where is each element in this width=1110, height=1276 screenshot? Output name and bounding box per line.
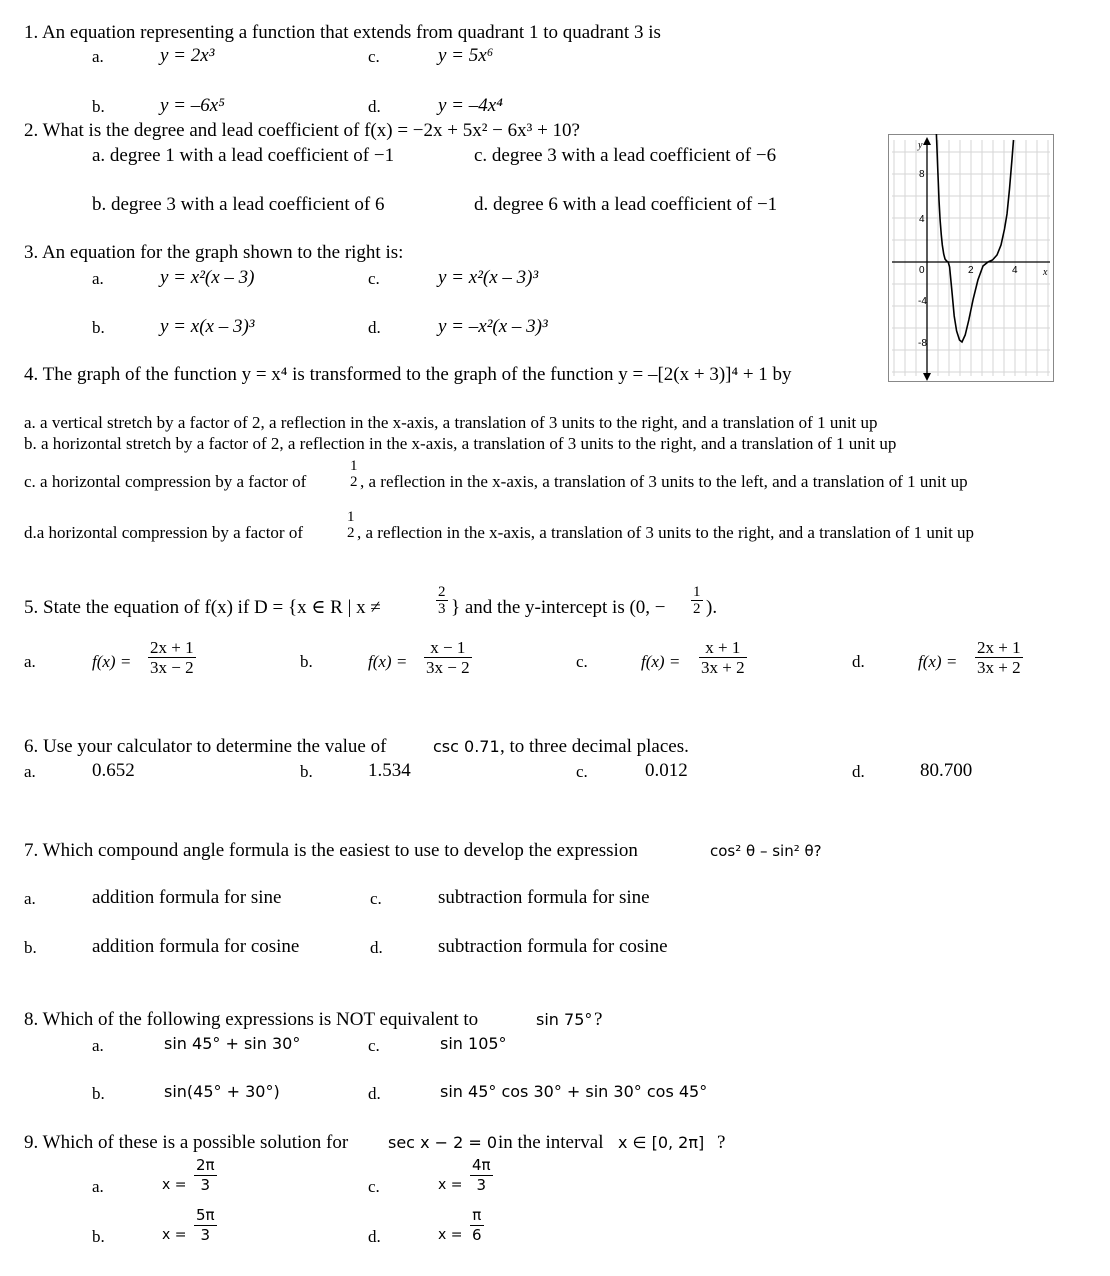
q4-option-d-pre[interactable]: d.a horizontal compression by a factor of: [24, 523, 303, 542]
q9-stem-mid: in the interval: [498, 1132, 604, 1153]
q4-option-d-post: , a reflection in the x-axis, a translation of 3 units to the right, and a translation of 1 unit up: [357, 523, 975, 542]
q6-option-c-label[interactable]: c.: [576, 762, 588, 781]
q9-option-b-x: x =: [162, 1227, 187, 1243]
q9-d-num: π: [470, 1206, 484, 1226]
q9-option-c-fraction: [470, 1156, 493, 1195]
q9-option-d-fraction: [470, 1206, 484, 1245]
q1-option-b-label[interactable]: b.: [92, 97, 105, 116]
q5-intercept-frac-num: 1: [693, 584, 701, 600]
q7-option-d: subtraction formula for cosine: [438, 936, 668, 957]
q9-option-a-x: x =: [162, 1177, 187, 1193]
q5-intercept-fraction: [691, 584, 703, 617]
q6-option-a: 0.652: [92, 760, 135, 781]
q5-stem-mid: } and the y-intercept is (0, −: [451, 597, 666, 618]
q6-option-b-label[interactable]: b.: [300, 762, 313, 781]
q5-option-c-fx: f(x) =: [641, 652, 681, 671]
q9-option-b-fraction: [194, 1206, 217, 1245]
q7-stem-expr: cos² θ – sin² θ?: [710, 842, 822, 860]
q8-option-b-label[interactable]: b.: [92, 1084, 105, 1103]
q2-option-c[interactable]: c. degree 3 with a lead coefficient of −6: [474, 145, 777, 166]
q9-b-den: 3: [200, 1226, 211, 1244]
q9-a-num: 2π: [196, 1156, 215, 1174]
q7-option-a: addition formula for sine: [92, 887, 282, 908]
q2-option-a[interactable]: a. degree 1 with a lead coefficient of −1: [92, 145, 395, 166]
q5-c-den: 3x + 2: [701, 658, 745, 677]
q9-stem-end: ?: [717, 1132, 726, 1153]
q8-stem-post: ?: [594, 1009, 603, 1030]
q1-option-c: y = 5x⁶: [438, 45, 494, 66]
q5-option-d-fx: f(x) =: [918, 652, 958, 671]
q9-c-num: 4π: [472, 1156, 491, 1174]
q5-option-d-label[interactable]: d.: [852, 652, 865, 671]
graph-y-label: y: [918, 140, 923, 151]
q9-stem-expr: sec x − 2 = 0: [388, 1133, 498, 1152]
q1-option-a: y = 2x³: [160, 45, 215, 66]
q7-option-a-label[interactable]: a.: [24, 889, 36, 908]
q5-option-d-fraction: [975, 638, 1023, 677]
q8-option-b: sin(45° + 30°): [164, 1082, 280, 1101]
q6-option-b: 1.534: [368, 760, 411, 781]
q6-option-a-label[interactable]: a.: [24, 762, 36, 781]
q9-option-a-fraction: [194, 1156, 217, 1195]
q6-option-c: 0.012: [645, 760, 688, 781]
q4-option-d-fraction: [345, 509, 357, 541]
q2-option-b[interactable]: b. degree 3 with a lead coefficient of 6: [92, 194, 385, 215]
q8-option-c-label[interactable]: c.: [368, 1036, 380, 1055]
q4-stem: 4. The graph of the function y = x⁴ is transformed to the graph of the function y = –[2(x + 3)]⁴ + 1 by: [24, 364, 792, 385]
q5-option-b-fx: f(x) =: [368, 652, 408, 671]
q6-stem-expr: csc 0.71: [433, 737, 500, 756]
q9-c-den: 3: [476, 1176, 487, 1194]
q4-c-frac-den: 2: [350, 474, 358, 490]
q8-option-a-label[interactable]: a.: [92, 1036, 104, 1055]
q3-polynomial-graph: [888, 134, 1054, 382]
q2-option-d[interactable]: d. degree 6 with a lead coefficient of −1: [474, 194, 778, 215]
q7-option-c: subtraction formula for sine: [438, 887, 650, 908]
q7-option-b-label[interactable]: b.: [24, 938, 37, 957]
q3-option-a-label[interactable]: a.: [92, 269, 104, 288]
q9-option-d-label[interactable]: d.: [368, 1227, 381, 1246]
q5-domain-frac-num: 2: [438, 584, 446, 600]
q4-c-frac-num: 1: [350, 458, 358, 474]
q8-stem-pre: 8. Which of the following expressions is NOT equivalent to: [24, 1009, 479, 1030]
q4-option-a[interactable]: a. a vertical stretch by a factor of 2, a reflection in the x-axis, a translation of 3 units to the right, and a translation of 1 unit up: [24, 413, 878, 432]
q5-option-c-fraction: [699, 638, 747, 677]
q4-option-b[interactable]: b. a horizontal stretch by a factor of 2, a reflection in the x-axis, a translation of 3 units to the right, and a translation of 1 unit up: [24, 434, 897, 453]
q8-stem-expr: sin 75°: [536, 1010, 593, 1029]
q6-option-d-label[interactable]: d.: [852, 762, 865, 781]
q5-option-c-label[interactable]: c.: [576, 652, 588, 671]
q7-option-c-label[interactable]: c.: [370, 889, 382, 908]
q3-option-b-label[interactable]: b.: [92, 318, 105, 337]
q5-a-num: 2x + 1: [150, 638, 194, 657]
graph-tick-y-neg4: -4: [918, 296, 927, 307]
q4-option-c-pre[interactable]: c. a horizontal compression by a factor of: [24, 472, 307, 491]
q2-stem: 2. What is the degree and lead coefficient of f(x) = −2x + 5x² − 6x³ + 10?: [24, 120, 580, 141]
q4-option-c-fraction: [348, 458, 360, 490]
q9-b-num: 5π: [196, 1206, 215, 1224]
q3-option-d: y = –x²(x – 3)³: [438, 316, 548, 337]
q5-option-a-fx: f(x) =: [92, 652, 132, 671]
q5-domain-frac-den: 3: [438, 601, 446, 617]
q9-stem-pre: 9. Which of these is a possible solution for: [24, 1132, 349, 1153]
q1-option-d: y = –4x⁴: [438, 95, 503, 116]
q9-a-den: 3: [200, 1176, 211, 1194]
q6-option-d: 80.700: [920, 760, 973, 781]
graph-grid: [892, 140, 1050, 376]
q5-intercept-frac-den: 2: [693, 601, 701, 617]
q3-stem: 3. An equation for the graph shown to the right is:: [24, 242, 404, 263]
q1-stem: 1. An equation representing a function that extends from quadrant 1 to quadrant 3 is: [24, 22, 661, 43]
q7-option-b: addition formula for cosine: [92, 936, 300, 957]
q1-option-d-label[interactable]: d.: [368, 97, 381, 116]
graph-tick-y-neg8: -8: [918, 338, 927, 349]
graph-tick-y-pos4: 4: [919, 214, 925, 225]
q7-option-d-label[interactable]: d.: [370, 938, 383, 957]
q5-domain-fraction: [436, 584, 448, 617]
q7-stem-pre: 7. Which compound angle formula is the easiest to use to develop the expression: [24, 840, 638, 861]
q1-option-b: y = –6x⁵: [160, 95, 225, 116]
q8-option-d-label[interactable]: d.: [368, 1084, 381, 1103]
q3-option-c-label[interactable]: c.: [368, 269, 380, 288]
q3-option-b: y = x(x – 3)³: [160, 316, 255, 337]
q9-stem-interval: x ∈ [0, 2π]: [618, 1133, 705, 1152]
graph-origin-label: 0: [919, 265, 925, 276]
q1-option-c-label[interactable]: c.: [368, 47, 380, 66]
q9-option-c-label[interactable]: c.: [368, 1177, 380, 1196]
q8-option-c: sin 105°: [440, 1034, 507, 1053]
q5-a-den: 3x − 2: [150, 658, 194, 677]
q5-stem-pre: 5. State the equation of f(x) if D = {x ∈ R | x ≠: [24, 597, 381, 618]
q8-option-d: sin 45° cos 30° + sin 30° cos 45°: [440, 1082, 708, 1101]
q5-b-den: 3x − 2: [426, 658, 470, 677]
q5-option-a-label[interactable]: a.: [24, 652, 36, 671]
q9-option-a-label[interactable]: a.: [92, 1177, 104, 1196]
q5-d-num: 2x + 1: [977, 638, 1021, 657]
graph-tick-x-2: 2: [968, 265, 974, 276]
q5-c-num: x + 1: [699, 638, 747, 658]
q4-d-frac-den: 2: [347, 525, 355, 541]
q8-option-a: sin 45° + sin 30°: [164, 1034, 301, 1053]
graph-tick-x-4: 4: [1012, 265, 1018, 276]
q5-option-a-fraction: [148, 638, 196, 677]
q6-stem-pre: 6. Use your calculator to determine the value of: [24, 736, 387, 757]
q9-d-den: 6: [472, 1226, 482, 1244]
q9-option-b-label[interactable]: b.: [92, 1227, 105, 1246]
q9-option-c-x: x =: [438, 1177, 463, 1193]
q5-option-b-label[interactable]: b.: [300, 652, 313, 671]
q4-option-c-post: , a reflection in the x-axis, a translation of 3 units to the left, and a translation of 1 unit up: [360, 472, 968, 491]
q5-stem-end: ).: [706, 597, 718, 618]
q5-option-b-fraction: [424, 638, 472, 677]
q9-option-d-x: x =: [438, 1227, 463, 1243]
graph-tick-y-pos8: 8: [919, 169, 925, 180]
q4-d-frac-num: 1: [347, 509, 355, 525]
q3-option-a: y = x²(x – 3): [160, 267, 255, 288]
q1-option-a-label[interactable]: a.: [92, 47, 104, 66]
graph-x-label: x: [1043, 267, 1048, 278]
q3-option-c: y = x²(x – 3)³: [438, 267, 539, 288]
q5-b-num: x − 1: [424, 638, 472, 658]
q6-stem-post: , to three decimal places.: [500, 736, 689, 757]
q3-option-d-label[interactable]: d.: [368, 318, 381, 337]
q5-d-den: 3x + 2: [977, 658, 1021, 677]
